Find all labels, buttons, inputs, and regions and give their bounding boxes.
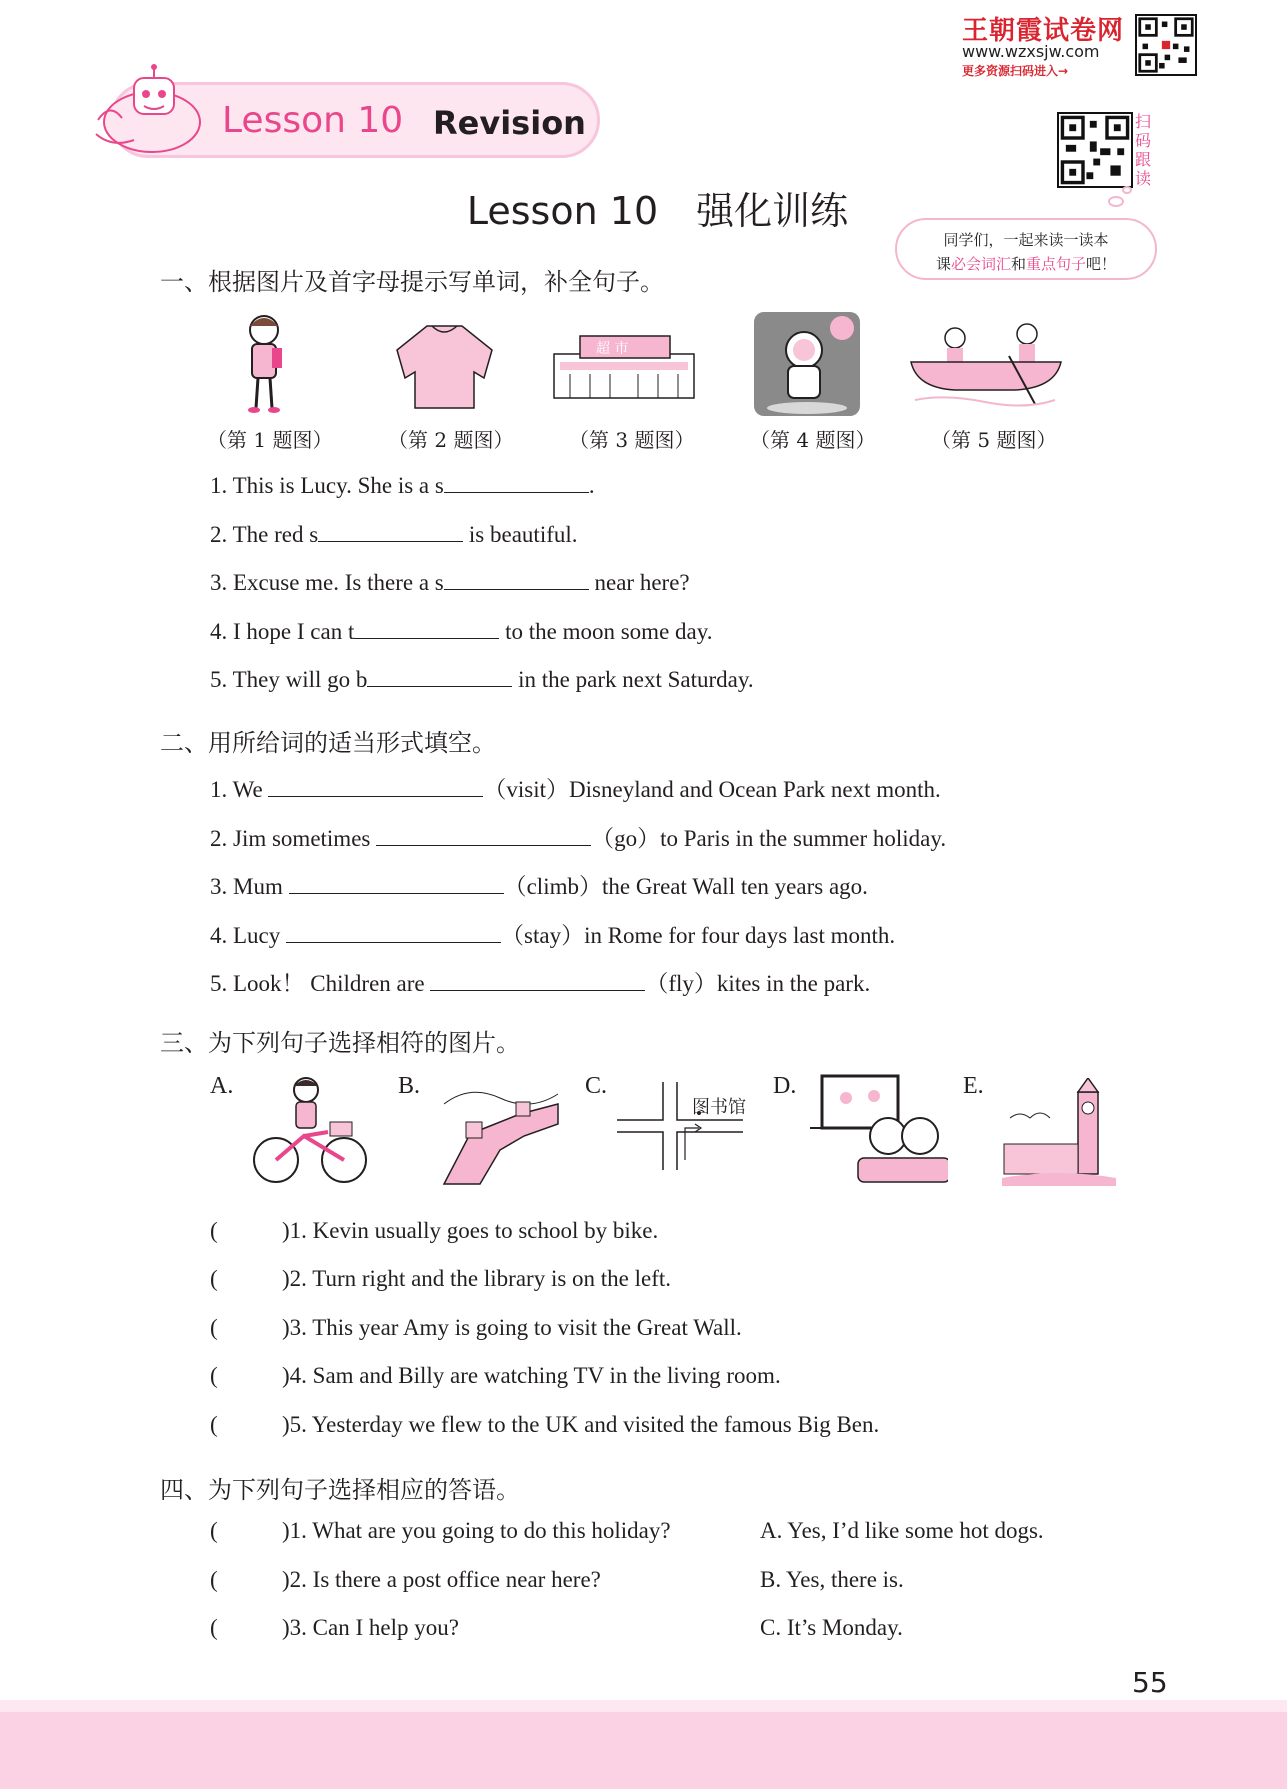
exercise-4-item: ( )3. Can I help you? [210,1615,459,1640]
option-label-a: A. [210,1073,234,1099]
picture-caption: （第 1 题图） [207,428,333,452]
exercise-1-item: 5. They will go b in the park next Saturday. [210,667,754,692]
answer-option: A. Yes, I’d like some hot dogs. [760,1518,1044,1543]
page-title: Lesson 10 强化训练 [466,189,849,233]
answer-blank[interactable] [444,471,589,493]
answer-blank[interactable] [286,921,501,943]
answer-parenthesis[interactable]: ( [210,1315,218,1340]
speech-bubble [895,218,1157,280]
section-2-heading: 二、用所给词的适当形式填空。 [160,729,496,757]
answer-blank[interactable] [289,872,504,894]
sweater-picture [392,320,497,410]
page-number: 55 [1132,1666,1168,1699]
answer-option: B. Yes, there is. [760,1567,904,1592]
great-wall-picture [440,1074,562,1186]
bubble-line-1: 同学们，一起来读一读本 [943,231,1109,249]
picture-caption: （第 5 题图） [931,428,1057,452]
bubble-tail [1108,196,1124,207]
picture-caption: （第 3 题图） [569,428,695,452]
qr-code-icon[interactable] [1057,112,1133,188]
scan-follow-read-label: 扫码跟读 [1135,112,1152,188]
watching-tv-picture [808,1074,948,1184]
option-label-b: B. [398,1073,421,1099]
brand-url[interactable]: www.wzxsjw.com [962,42,1100,61]
exercise-1-item: 1. This is Lucy. She is a s . [210,473,595,498]
answer-blank[interactable] [318,520,463,542]
answer-blank[interactable] [354,617,499,639]
supermarket-sign: 超 市 [596,341,629,357]
exercise-3-item: ( )1. Kevin usually goes to school by bike. [210,1218,659,1243]
option-label-e: E. [963,1073,984,1099]
answer-blank[interactable] [367,665,512,687]
answer-parenthesis[interactable]: ( [210,1363,218,1388]
answer-parenthesis[interactable]: ( [210,1567,218,1592]
exercise-3-item: ( )3. This year Amy is going to visit the Great Wall. [210,1315,742,1340]
boy-riding-bike-picture [248,1074,370,1186]
answer-blank[interactable] [444,568,589,590]
exercise-4-item: ( )1. What are you going to do this holiday? [210,1518,671,1543]
picture-caption: （第 4 题图） [750,428,876,452]
exercise-1-item: 2. The red s is beautiful. [210,522,578,547]
exercise-1-item: 4. I hope I can t to the moon some day. [210,619,713,644]
picture-caption: （第 2 题图） [388,428,514,452]
exercise-3-item: ( )4. Sam and Billy are watching TV in the living room. [210,1363,781,1388]
big-ben-picture [1000,1078,1118,1186]
exercise-3-item: ( )2. Turn right and the library is on the left. [210,1266,672,1291]
option-label-d: D. [773,1073,797,1099]
robot-mascot-illustration [82,62,222,162]
brand-name: 王朝霞试卷网 [962,16,1125,46]
answer-blank[interactable] [430,969,645,991]
section-4-heading: 四、为下列句子选择相应的答语。 [160,1476,520,1504]
footer-band [0,1712,1287,1789]
answer-parenthesis[interactable]: ( [210,1218,218,1243]
exercise-2-item: 2. Jim sometimes （go）to Paris in the summer holiday. [210,826,947,851]
section-1-heading: 一、根据图片及首字母提示写单词，补全句子。 [160,268,664,296]
bubble-tail [1122,186,1132,194]
astronaut-picture [752,310,862,418]
option-label-c: C. [585,1073,608,1099]
rowing-boat-picture [905,318,1067,410]
student-girl-picture [234,310,294,420]
answer-blank[interactable] [268,775,483,797]
exercise-2-item: 1. We （visit）Disneyland and Ocean Park next month. [210,777,941,802]
qr-code-icon[interactable] [1135,14,1197,76]
exercise-1-item: 3. Excuse me. Is there a s near here? [210,570,690,595]
exercise-2-item: 4. Lucy （stay）in Rome for four days last month. [210,923,896,948]
exercise-2-item: 5. Look！ Children are （fly）kites in the park. [210,971,871,996]
brand-tagline: 更多资源扫码进入→ [962,64,1069,78]
lesson-label: Lesson 10 [222,100,404,141]
exercise-2-item: 3. Mum （climb）the Great Wall ten years ago. [210,874,868,899]
answer-parenthesis[interactable]: ( [210,1518,218,1543]
answer-blank[interactable] [376,824,591,846]
answer-parenthesis[interactable]: ( [210,1412,218,1437]
revision-label: Revision [433,104,586,142]
bubble-line-2: 课必会词汇和重点句子吧！ [935,255,1117,273]
exercise-4-item: ( )2. Is there a post office near here? [210,1567,601,1592]
answer-option: C. It’s Monday. [760,1615,903,1640]
answer-parenthesis[interactable]: ( [210,1615,218,1640]
section-3-heading: 三、为下列句子选择相符的图片。 [160,1029,520,1057]
answer-parenthesis[interactable]: ( [210,1266,218,1291]
exercise-3-item: ( )5. Yesterday we flew to the UK and visited the famous Big Ben. [210,1412,880,1437]
library-label: 图书馆 [692,1097,746,1118]
